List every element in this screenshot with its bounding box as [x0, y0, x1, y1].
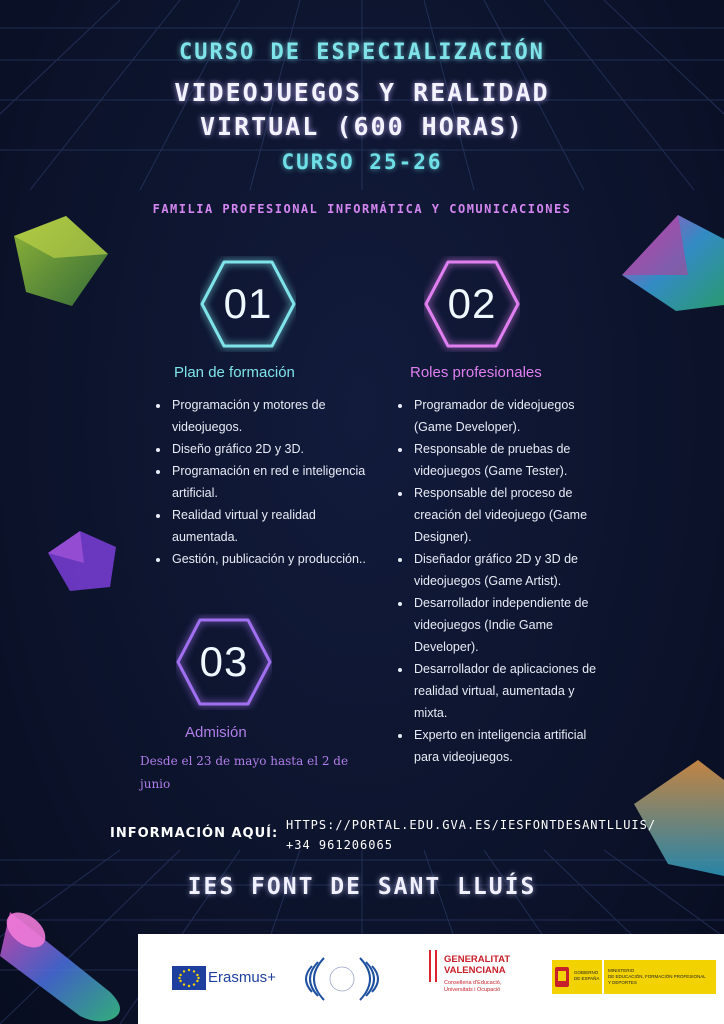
generalitat-flag-icon [426, 948, 440, 984]
section-number-02: 02 [447, 280, 497, 327]
ministerio-logo [552, 960, 716, 994]
professional-family: FAMILIA PROFESIONAL INFORMÁTICA Y COMUNICACIONES [152, 202, 572, 216]
list-item: • Programación en red e inteligencia artificial. [170, 460, 366, 504]
gob-right-3: Y DEPORTES [608, 980, 637, 985]
school-emblem-icon [294, 952, 390, 1006]
purple-cube-decoration [44, 527, 120, 593]
gob-left-1: GOBIERNO [574, 970, 599, 975]
green-cube-decoration [4, 208, 112, 308]
list-item: • Desarrollador de aplicaciones de realidad virtual, aumentada y mixta. [412, 658, 608, 724]
plan-list [156, 394, 366, 570]
admision-title: Admisión [185, 724, 247, 741]
list-item: • Programador de videojuegos (Game Developer). [412, 394, 608, 438]
erasmus-label: Erasmus+ [208, 969, 276, 986]
list-item: • Realidad virtual y realidad aumentada. [170, 504, 366, 548]
list-item: • Responsable de pruebas de videojuegos (Game Tester). [412, 438, 608, 482]
admision-dates: Desde el 23 de mayo hasta el 2 de junio [140, 754, 349, 791]
gva-sub-1: Conselleria d'Educació, [444, 980, 502, 986]
gob-left-2: DE ESPAÑA [574, 976, 600, 981]
hexagon-03 [176, 614, 272, 710]
list-item: • Desarrollador independiente de videojuegos (Indie Game Developer). [412, 592, 608, 658]
course-year: CURSO 25-26 [281, 150, 443, 174]
roles-list [398, 394, 608, 768]
gob-right-1: MINISTERIO [608, 968, 635, 973]
list-item: • Programación y motores de videojuegos. [170, 394, 366, 438]
roles-title: Roles profesionales [410, 364, 542, 381]
gva-line-2: VALENCIANA [444, 965, 506, 976]
section-number-01: 01 [223, 280, 273, 327]
erasmus-logo [172, 966, 276, 990]
list-item: • Diseño gráfico 2D y 3D. [170, 438, 366, 460]
title-line-1: VIDEOJUEGOS Y REALIDAD [174, 78, 550, 107]
footer-logos [138, 934, 724, 1024]
list-item: • Diseñador gráfico 2D y 3D de videojuegos (Game Artist). [412, 548, 608, 592]
title-line-2: VIRTUAL (600 HORAS) [200, 112, 524, 141]
hexagon-02 [424, 256, 520, 352]
list-item: • Gestión, publicación y producción.. [170, 548, 366, 570]
info-phone[interactable]: +34 961206065 [286, 838, 393, 852]
hexagon-01 [200, 256, 296, 352]
gva-sub-2: Universitats i Ocupació [444, 987, 501, 993]
info-label: INFORMACIÓN AQUÍ: [110, 826, 279, 841]
section-number-03: 03 [199, 638, 249, 685]
plan-title: Plan de formación [174, 364, 295, 381]
list-item: • Responsable del proceso de creación del videojuego (Game Designer). [412, 482, 608, 548]
school-name: IES FONT DE SANT LLUÍS [187, 874, 537, 900]
course-type: CURSO DE ESPECIALIZACIÓN [179, 40, 545, 65]
info-url-link[interactable]: HTTPS://PORTAL.EDU.GVA.ES/IESFONTDESANTLLUIS/ [286, 818, 657, 832]
list-item: • Experto en inteligencia artificial para videojuegos. [412, 724, 608, 768]
magenta-cube-decoration [618, 205, 724, 315]
gob-right-2: DE EDUCACIÓN, FORMACIÓN PROFESIONAL [608, 974, 706, 979]
generalitat-logo [426, 948, 536, 1010]
gva-line-1: GENERALITAT [444, 954, 511, 965]
coat-of-arms-icon [554, 964, 570, 990]
eu-flag-icon [172, 966, 206, 990]
cylinder-decoration [0, 892, 140, 1024]
